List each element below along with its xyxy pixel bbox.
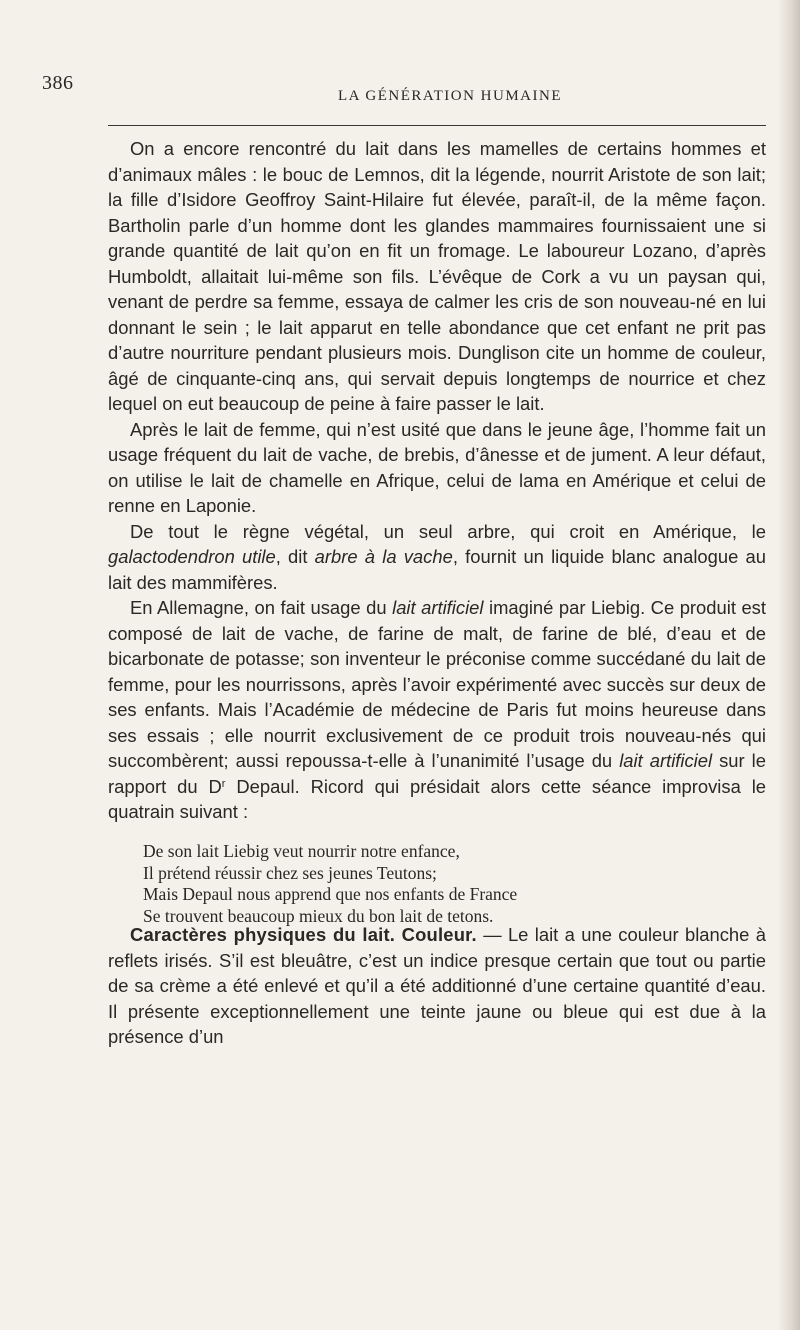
paragraph-cow-tree: [108, 519, 766, 596]
quatrain-line: Il prétend réussir chez ses jeunes Teutons;: [143, 862, 437, 883]
cow-tree-text-b: , dit: [275, 546, 308, 567]
page-header: [0, 72, 800, 112]
page-number: 386: [42, 72, 74, 94]
cow-tree-text-c: , fournit un liquide blanc analogue au lait des mammifères.: [108, 546, 766, 593]
header-rule: [108, 125, 766, 126]
section-paragraph: [108, 922, 766, 1050]
quatrain-line: Mais Depaul nous apprend que nos enfants de France: [143, 884, 518, 904]
section-text: — Le lait a une couleur blanche à reflets irisés. S’il est bleuâtre, c’est un indice presque certain que tout ou partie de sa crème a été enlevé et qu’il a été additionné d’une certaine quantité d’eau. Il présente exceptionnellement une teinte jaune ou bleue qui est due à la présence d’un: [108, 924, 766, 1047]
paragraph-artificial-milk: [108, 595, 766, 825]
artificial-milk-term-2: lait artificiel: [619, 750, 713, 771]
doctor-abbrev-sup: r: [221, 777, 226, 790]
section-title: Caractères physiques du lait. Couleur.: [130, 924, 477, 945]
paragraph-male-lactation: On a encore rencontré du lait dans les mamelles de certains hommes et d’animaux mâles : le bouc de Lemnos, dit la légende, nourrit Aristote de son lait; la fille d’Isidore Geoffroy Saint-Hilaire fut élevée, paraît-il, de la même façon. Bartholin parle d’un homme dont les glandes mammaires fournissaient une si grande quantité de lait qu’on en fit un fromage. Le laboureur Lozano, d’après Humboldt, allaitait lui-même son fils. L’évêque de Cork a vu un paysan qui, venant de perdre sa femme, essaya de calmer les cris de son nouveau-né en lui donnant le sein ; le lait apparut en telle abondance que cet enfant ne prit pas d’autre nourriture pendant plusieurs mois. Dunglison cite un homme de couleur, âgé de cinquante-cinq ans, qui servait depuis longtemps de nourrice et chez lequel on eut beaucoup de peine à faire passer le lait.: [108, 138, 766, 414]
paragraph-animal-milk: Après le lait de femme, qui n’est usité que dans le jeune âge, l’homme fait un usage fréquent du lait de vache, de brebis, d’ânesse et de jument. A leur défaut, on utilise le lait de chamelle en Afrique, celui de lama en Amérique et celui de renne en Laponie.: [108, 418, 766, 516]
cow-tree-common-name: arbre à la vache: [314, 546, 453, 567]
cow-tree-text-a: De tout le règne végétal, un seul arbre, qui croit en Amérique, le: [130, 520, 766, 542]
cow-tree-species: galactodendron utile: [108, 546, 276, 567]
main-text: [108, 136, 766, 825]
section-physical-characteristics: [108, 922, 766, 1050]
artificial-milk-term-1: lait artificiel: [392, 597, 484, 618]
quatrain-line: De son lait Liebig veut nourrir notre enfance,: [143, 841, 460, 861]
running-title: LA GÉNÉRATION HUMAINE: [338, 88, 562, 104]
page-edge-shadow: [778, 0, 800, 1330]
quatrain-line: Se trouvent beaucoup mieux du bon lait de tetons.: [143, 905, 494, 926]
artificial-milk-text-a: En Allemagne, on fait usage du: [130, 597, 387, 618]
artificial-milk-text-c: sur le rapport du D: [108, 750, 766, 797]
artificial-milk-text-b: imaginé par Liebig. Ce produit est composé de lait de vache, de farine de malt, de farine de blé, d’eau et de bicarbonate de potasse; son inventeur le préconise comme succédané du lait de femme, pour les nourrissons, après l’avoir expérimenté avec succès sur deux de ses enfants. Mais l’Académie de médecine de Paris fut moins heureuse dans ses essais ; elle nourrit exclusivement de ce produit trois nouveau-nés qui succombèrent; aussi repoussa-t-elle à l’unanimité l’usage du: [108, 597, 766, 771]
artificial-milk-text-d: Depaul. Ricord qui présidait alors cette séance improvisa le quatrain suivant :: [108, 775, 767, 822]
quatrain: [143, 841, 743, 927]
